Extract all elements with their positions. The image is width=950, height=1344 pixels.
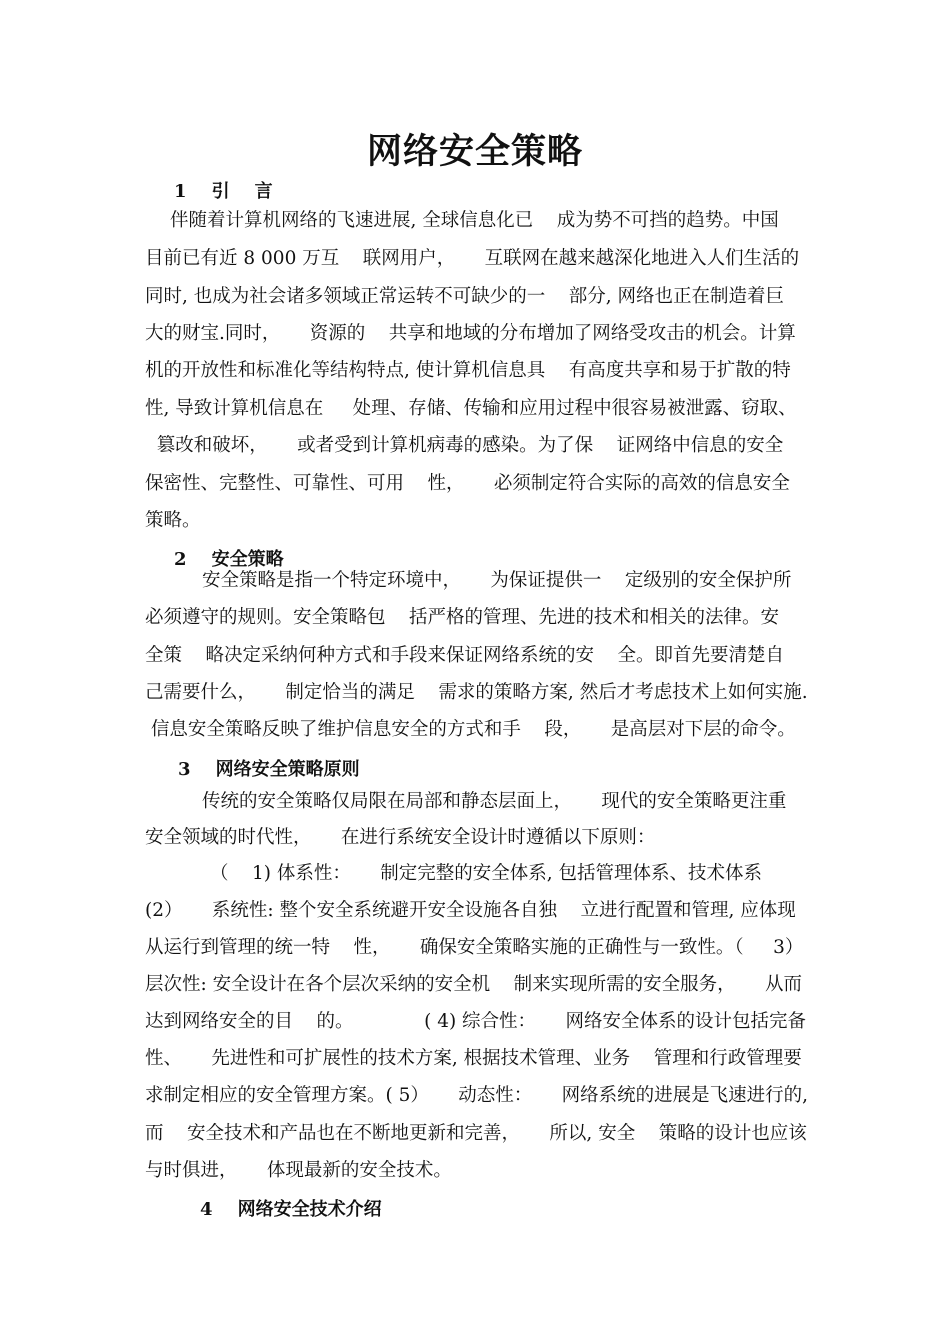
paragraph-line: 从运行到管理的统一特 性， 确保安全策略实施的正确性与一致性。（ 3） — [145, 937, 804, 958]
paragraph-line: 必须遵守的规则。安全策略包 括严格的管理、先进的技术和相关的法律。安 — [145, 607, 780, 628]
paragraph-line: 篡改和破坏， 或者受到计算机病毒的感染。为了保 证网络中信息的安全 — [145, 435, 784, 456]
paragraph-line: 信息安全策略反映了维护信息安全的方式和手 段， 是高层对下层的命令。 — [145, 719, 796, 740]
paragraph-line: 策略。 — [145, 510, 201, 531]
paragraph-line: 己需要什么， 制定恰当的满足 需求的策略方案, 然后才考虑技术上如何实施. — [145, 682, 808, 703]
paragraph-line: 求制定相应的安全管理方案。( 5） 动态性： 网络系统的进展是飞速进行的, — [145, 1085, 809, 1106]
paragraph-line: 安全领域的时代性， 在进行系统安全设计时遵循以下原则： — [145, 827, 656, 848]
paragraph-line: 传统的安全策略仅局限在局部和静态层面上， 现代的安全策略更注重 — [202, 791, 787, 812]
document-title: 网络安全策略 — [366, 131, 583, 172]
section-heading-intro: 1 引 言 — [174, 181, 273, 202]
paragraph-line: (2） 系统性: 整个安全系统避开安全设施各自独 立进行配置和管理, 应体现 — [145, 900, 796, 921]
section-heading-principles: 3 网络安全策略原则 — [178, 759, 360, 780]
paragraph-line: 大的财宝.同时， 资源的 共享和地域的分布增加了网络受攻击的机会。计算 — [145, 323, 796, 344]
paragraph-line: 与时俱进， 体现最新的安全技术。 — [145, 1160, 452, 1181]
paragraph-line: 安全策略是指一个特定环境中， 为保证提供一 定级别的安全保护所 — [202, 570, 792, 591]
paragraph-line: 而 安全技术和产品也在不断地更新和完善， 所以, 安全 策略的设计也应该 — [145, 1123, 807, 1144]
paragraph-line: 达到网络安全的目 的。 ( 4) 综合性： 网络安全体系的设计包括完备 — [145, 1011, 806, 1032]
paragraph-line: 层次性: 安全设计在各个层次采纳的安全机 制来实现所需的安全服务， 从而 — [145, 974, 803, 995]
paragraph-line: 性、 先进性和可扩展性的技术方案, 根据技术管理、业务 管理和行政管理要 — [145, 1048, 802, 1069]
paragraph-line: （ 1) 体系性： 制定完整的安全体系, 包括管理体系、技术体系 — [210, 863, 763, 884]
paragraph-line: 全策 略决定采纳何种方式和手段来保证网络系统的安 全。即首先要清楚自 — [145, 645, 785, 666]
paragraph-line: 目前已有近 8 000 万互 联网用户， 互联网在越来越深化地进入人们生活的 — [145, 248, 800, 269]
paragraph-line: 同时, 也成为社会诸多领域正常运转不可缺少的一 部分, 网络也正在制造着巨 — [145, 286, 785, 307]
section-heading-security-policy: 2 安全策略 — [174, 549, 284, 570]
section-heading-techniques: 4 网络安全技术介绍 — [200, 1199, 382, 1220]
paragraph-line: 机的开放性和标准化等结构特点, 使计算机信息具 有高度共享和易于扩散的特 — [145, 360, 791, 381]
paragraph-line: 保密性、完整性、可靠性、可用 性， 必须制定符合实际的高效的信息安全 — [145, 473, 790, 494]
paragraph-line: 伴随着计算机网络的飞速进展, 全球信息化已 成为势不可挡的趋势。中国 — [170, 210, 779, 231]
paragraph-line: 性, 导致计算机信息在 处理、存储、传输和应用过程中很容易被泄露、窃取、 — [145, 398, 797, 419]
